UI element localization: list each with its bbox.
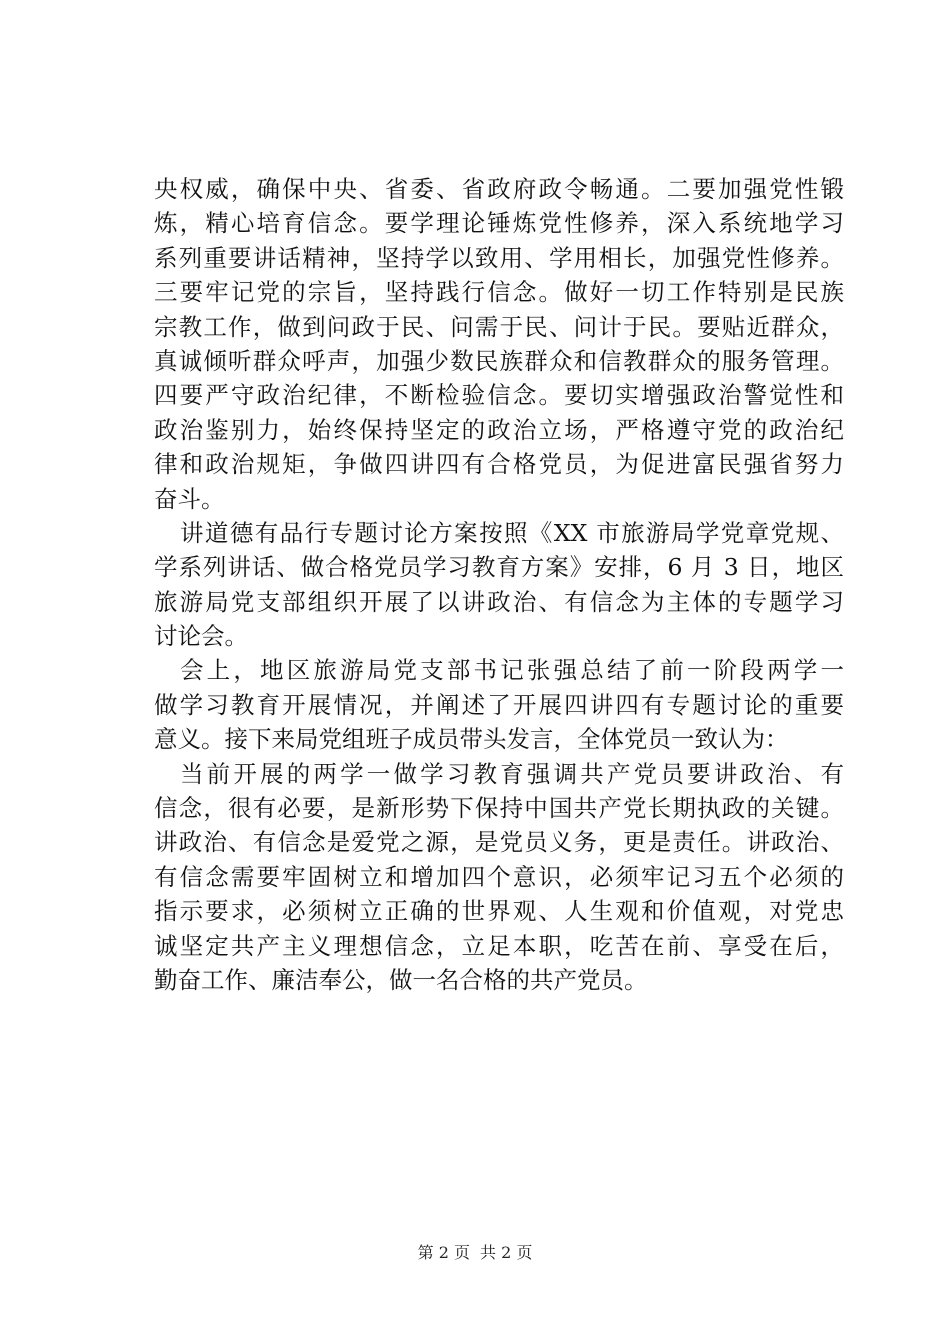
page-footer: [0, 1243, 950, 1263]
text-line: 做学习教育开展情况，并阐述了开展四讲四有专题讨论的重要: [154, 690, 844, 719]
page-total: 共 2 页: [480, 1243, 533, 1262]
text-line: 宗教工作，做到问政于民、问需于民、问计于民。要贴近群众，: [154, 312, 844, 341]
text-line: 指示要求，必须树立正确的世界观、人生观和价值观，对党忠: [154, 897, 844, 926]
text-line: 系列重要讲话精神，坚持学以致用、学用相长，加强党性修养。: [154, 243, 844, 272]
text-line: 炼，精心培育信念。要学理论锤炼党性修养，深入系统地学习: [154, 209, 844, 238]
text-line: 旅游局党支部组织开展了以讲政治、有信念为主体的专题学习: [154, 587, 844, 616]
document-body: [154, 172, 844, 997]
page-number: 第 2 页: [417, 1243, 470, 1262]
text-line: 诚坚定共产主义理想信念，立足本职，吃苦在前、享受在后，: [154, 931, 844, 960]
text-line: 真诚倾听群众呼声，加强少数民族群众和信教群众的服务管理。: [154, 346, 844, 375]
text-line: 讲政治、有信念是爱党之源，是党员义务，更是责任。讲政治、: [154, 828, 844, 857]
text-line: 意义。接下来局党组班子成员带头发言，全体党员一致认为：: [154, 725, 789, 754]
text-line: 勤奋工作、廉洁奉公，做一名合格的共产党员。: [154, 965, 648, 994]
paragraph-start-line: 讲道德有品行专题讨论方案按照《XX 市旅游局学党章党规、: [180, 518, 844, 547]
text-line: 四要严守政治纪律，不断检验信念。要切实增强政治警觉性和: [154, 381, 844, 410]
paragraph-start-line: 会上，地区旅游局党支部书记张强总结了前一阶段两学一: [180, 656, 844, 685]
text-line: 信念，很有必要，是新形势下保持中国共产党长期执政的关键。: [154, 794, 844, 823]
text-line: 有信念需要牢固树立和增加四个意识，必须牢记习五个必须的: [154, 862, 844, 891]
text-line: 奋斗。: [154, 484, 225, 513]
paragraph-start-line: 当前开展的两学一做学习教育强调共产党员要讲政治、有: [180, 759, 844, 788]
text-line: 学系列讲话、做合格党员学习教育方案》安排，6 月 3 日，地区: [154, 553, 844, 582]
text-line: 政治鉴别力，始终保持坚定的政治立场，严格遵守党的政治纪: [154, 415, 844, 444]
text-line: 讨论会。: [154, 622, 248, 651]
text-line: 央权威，确保中央、省委、省政府政令畅通。二要加强党性锻: [154, 175, 844, 203]
text-line: 律和政治规矩，争做四讲四有合格党员，为促进富民强省努力: [154, 450, 844, 479]
text-line: 三要牢记党的宗旨，坚持践行信念。做好一切工作特别是民族: [154, 278, 844, 307]
